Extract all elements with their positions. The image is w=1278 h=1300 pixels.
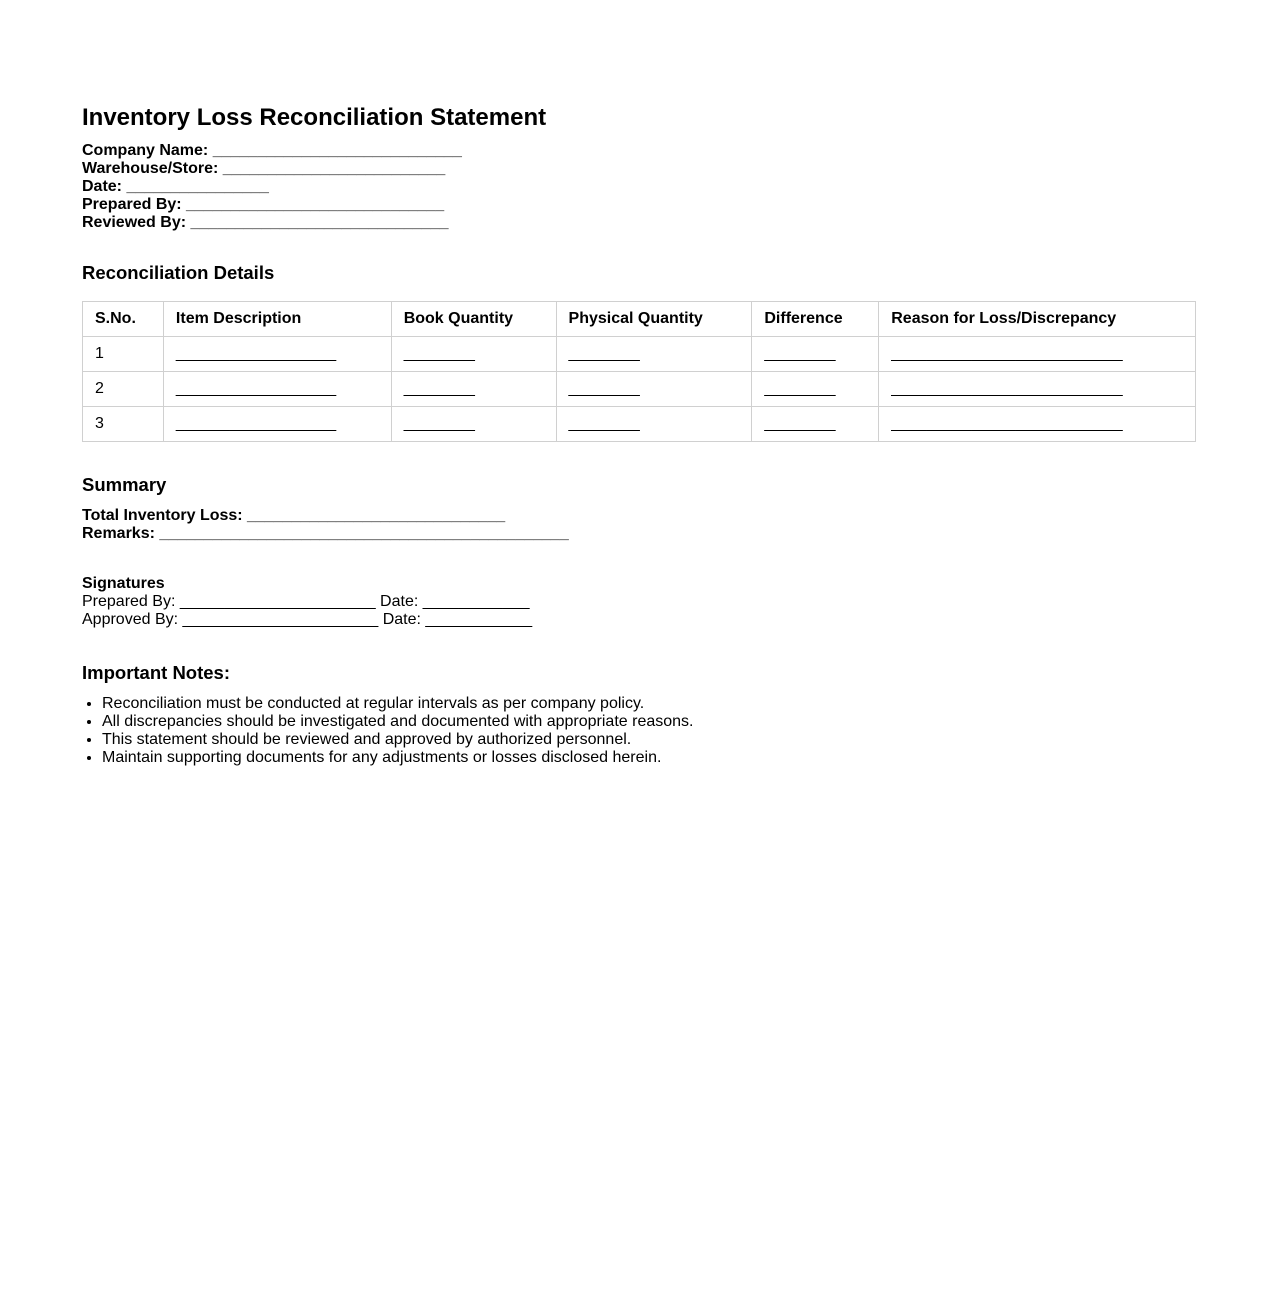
- cell-physical-quantity: ________: [556, 337, 752, 372]
- prepared-by-signature-line: Prepared By: ______________________ Date: ____________: [82, 593, 530, 610]
- reviewed-by-field: _____________________________: [186, 214, 449, 231]
- date-label: Date:: [82, 178, 123, 195]
- total-loss-label: Total Inventory Loss:: [82, 507, 243, 524]
- warehouse-label: Warehouse/Store:: [82, 160, 219, 177]
- header-sno: S.No.: [83, 302, 164, 337]
- cell-book-quantity: ________: [391, 337, 556, 372]
- table-row: [83, 407, 1196, 442]
- reviewed-by-line: [82, 214, 1196, 232]
- cell-difference: ________: [752, 407, 879, 442]
- summary-block: [82, 507, 1196, 543]
- cell-item-description: __________________: [163, 337, 391, 372]
- total-loss-field: _____________________________: [242, 507, 506, 524]
- date-field: ________________: [122, 178, 269, 195]
- header-physical-quantity: Physical Quantity: [556, 302, 752, 337]
- cell-sno: 1: [83, 337, 164, 372]
- cell-sno: 2: [83, 372, 164, 407]
- approved-by-signature-line: Approved By: ______________________ Date: ____________: [82, 611, 533, 628]
- cell-physical-quantity: ________: [556, 407, 752, 442]
- prepared-by-label: Prepared By:: [82, 196, 182, 213]
- list-item: • All discrepancies should be investigated and documented with appropriate reasons.: [102, 713, 1196, 731]
- cell-reason: __________________________: [879, 337, 1196, 372]
- list-item: • Reconciliation must be conducted at regular intervals as per company policy.: [102, 695, 1196, 713]
- cell-book-quantity: ________: [391, 372, 556, 407]
- table-row: [83, 337, 1196, 372]
- header-reason: Reason for Loss/Discrepancy: [879, 302, 1196, 337]
- signatures-block: [82, 575, 1196, 629]
- remarks-field: ______________________________________________: [154, 525, 569, 542]
- signatures-heading: Signatures: [82, 575, 165, 592]
- important-notes-list: [82, 695, 1196, 767]
- prepared-by-line: [82, 196, 1196, 214]
- reconciliation-table: [82, 301, 1196, 442]
- warehouse-line: [82, 160, 1196, 178]
- company-name-line: [82, 142, 1196, 160]
- remarks-line: [82, 525, 1196, 543]
- reviewed-by-label: Reviewed By:: [82, 214, 187, 231]
- company-name-field: ____________________________: [208, 142, 462, 159]
- list-item: • This statement should be reviewed and approved by authorized personnel.: [102, 731, 1196, 749]
- table-row: [83, 372, 1196, 407]
- header-item-description: Item Description: [163, 302, 391, 337]
- cell-reason: __________________________: [879, 407, 1196, 442]
- cell-item-description: __________________: [163, 372, 391, 407]
- cell-difference: ________: [752, 372, 879, 407]
- cell-sno: 3: [83, 407, 164, 442]
- remarks-label: Remarks:: [82, 525, 155, 542]
- header-book-quantity: Book Quantity: [391, 302, 556, 337]
- company-name-label: Company Name:: [82, 142, 209, 159]
- cell-physical-quantity: ________: [556, 372, 752, 407]
- warehouse-field: _________________________: [218, 160, 446, 177]
- reconciliation-details-title: Reconciliation Details: [82, 262, 275, 283]
- cell-reason: __________________________: [879, 372, 1196, 407]
- document-title: Inventory Loss Reconciliation Statement: [82, 104, 547, 131]
- prepared-by-field: _____________________________: [181, 196, 445, 213]
- table-header-row: [83, 302, 1196, 337]
- list-item: • Maintain supporting documents for any adjustments or losses disclosed herein.: [102, 749, 1196, 767]
- cell-book-quantity: ________: [391, 407, 556, 442]
- document-meta: [82, 142, 1196, 232]
- cell-item-description: __________________: [163, 407, 391, 442]
- important-notes-title: Important Notes:: [82, 662, 230, 683]
- header-difference: Difference: [752, 302, 879, 337]
- date-line: [82, 178, 1196, 196]
- total-loss-line: [82, 507, 1196, 525]
- cell-difference: ________: [752, 337, 879, 372]
- summary-title: Summary: [82, 474, 167, 495]
